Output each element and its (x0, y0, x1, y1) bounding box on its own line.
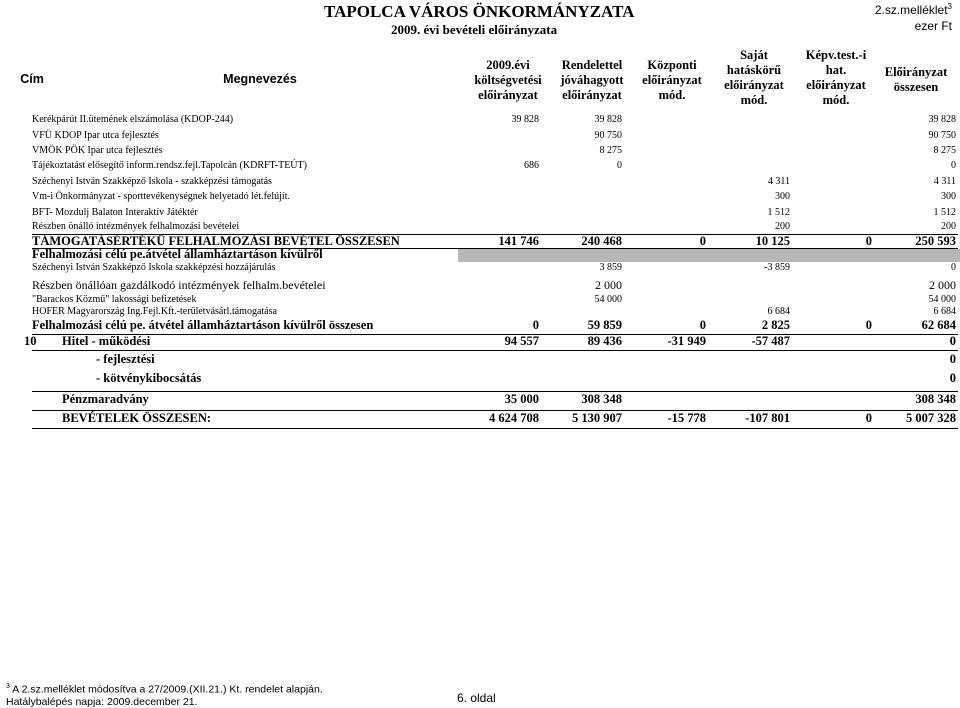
table-row (0, 278, 960, 294)
col-header-cim: Cím (20, 72, 44, 86)
table-row (0, 114, 960, 130)
col-c5-line3: előirányzat (806, 78, 866, 92)
row-label: Széchenyi István Szakképző Iskola szakképzési hozzájárulás (32, 262, 276, 273)
table-row (0, 176, 960, 192)
grand-c1: 4 624 708 (489, 411, 539, 425)
section2-title-row (0, 247, 960, 263)
hitel-code: 10 (24, 334, 37, 348)
penz-c2: 308 348 (581, 392, 622, 406)
table-row (0, 191, 960, 207)
grand-c3: -15 778 (667, 411, 706, 425)
row-value-c6: 200 (941, 221, 956, 232)
row-label: Részben önállóan gazdálkodó intézmények felhalm.bevételei (32, 278, 326, 292)
penz-c6: 308 348 (915, 392, 956, 406)
section2-title: Felhalmozási célú pe.átvétel államháztartáson kívülről (32, 247, 323, 261)
table-row (0, 262, 960, 278)
col-c3-line2: előirányzat (642, 73, 702, 87)
col-c1-line2: költségvetési (474, 73, 542, 87)
row-label: HOFER Magyarország Ing.Fejl.Kft.-területvásárl.támogatása (32, 306, 277, 317)
row-value-c4: 1 512 (767, 207, 790, 218)
hitel-c6: 0 (949, 334, 956, 348)
total2-row (0, 318, 960, 334)
row-value-c6: 0 (951, 160, 956, 171)
row-value-c6: 2 000 (929, 278, 956, 292)
col-c5-line1: Képv.test.-i (805, 48, 867, 62)
total1-c4: 10 125 (755, 234, 790, 248)
row-value-c4: 200 (775, 221, 790, 232)
row-label: VFÜ KDOP Ipar utca fejlesztés (32, 130, 159, 141)
total1-c1: 141 746 (498, 234, 539, 248)
row-value-c2: 3 859 (599, 262, 622, 273)
col-c4-line2: hatáskörű (726, 63, 782, 77)
col-c4-line1: Saját (740, 48, 768, 62)
page-number: 6. oldal (457, 691, 496, 705)
row-value-c4: -3 859 (764, 262, 790, 273)
total2-c1: 0 (532, 318, 539, 332)
col-c6-line1: Előirányzat (884, 65, 948, 79)
col-c4-line3: előirányzat (724, 78, 784, 92)
row-value-c6: 90 750 (928, 130, 956, 141)
footnote-sup: 3 (6, 683, 10, 690)
row-label: Vm-i Önkormányzat - sporttevékenységnek helyetadó lét.felújít. (32, 191, 290, 202)
row-value-c2: 90 750 (594, 130, 622, 141)
col-header-megnevezes: Megnevezés (223, 72, 297, 86)
total1-label: TÁMOGATÁSÉRTÉKŰ FELHALMOZÁSI BEVÉTEL ÖSSZESEN (32, 234, 400, 248)
footnote (6, 683, 323, 696)
row-label: Széchenyi István Szakképző Iskola - szakképzési támogatás (32, 176, 272, 187)
col-c1-line3: előirányzat (478, 88, 538, 102)
col-c1-line1: 2009.évi (486, 58, 530, 72)
col-header-c6 (868, 65, 960, 95)
table-row (0, 130, 960, 146)
grand-c5: 0 (865, 411, 872, 425)
total2-c6: 62 684 (921, 318, 956, 332)
kotveny-row (0, 371, 960, 387)
row-value-c2: 2 000 (595, 278, 622, 292)
col-c5-line4: mód. (822, 93, 850, 107)
grand-total-row (0, 411, 960, 427)
sheet-ref-sup: 3 (947, 2, 952, 11)
row-value-c2: 8 275 (599, 145, 622, 156)
row-value-c6: 1 512 (933, 207, 956, 218)
page-title: TAPOLCA VÁROS ÖNKORMÁNYZATA (324, 2, 635, 21)
hitel-c1: 94 557 (504, 334, 539, 348)
row-value-c6: 6 684 (933, 306, 956, 317)
table-row (0, 160, 960, 176)
row-value-c6: 4 311 (933, 176, 956, 187)
row-label: Részben önálló intézmények felhalmozási bevételei (32, 221, 240, 232)
penz-label: Pénzmaradvány (62, 392, 149, 406)
grand-c6: 5 007 328 (906, 411, 956, 425)
kotveny-c6: 0 (949, 371, 956, 385)
row-label: Kerékpárút II.ütemének elszámolása (KDOP-244) (32, 114, 234, 125)
row-value-c2: 0 (617, 160, 622, 171)
grand-c2: 5 130 907 (572, 411, 622, 425)
fejl-row (0, 352, 960, 368)
row-value-c6: 54 000 (928, 294, 956, 305)
penz-c1: 35 000 (504, 392, 539, 406)
row-value-c6: 0 (951, 262, 956, 273)
col-c3-line3: mód. (658, 88, 686, 102)
hitel-c3: -31 949 (667, 334, 706, 348)
row-value-c1: 39 828 (511, 114, 539, 125)
row-value-c6: 39 828 (928, 114, 956, 125)
col-c4-line4: mód. (740, 93, 768, 107)
hitel-row (0, 334, 960, 350)
total2-c5: 0 (865, 318, 872, 332)
col-c6-line2: összesen (893, 80, 939, 94)
unit-label: ezer Ft (914, 19, 952, 33)
row-value-c4: 4 311 (767, 176, 790, 187)
row-value-c1: 686 (524, 160, 539, 171)
grand-bottom-rule (32, 428, 958, 429)
kotveny-label: - kötvénykibocsátás (96, 371, 202, 385)
total2-c3: 0 (699, 318, 706, 332)
row-value-c6: 300 (941, 191, 956, 202)
page-subtitle: 2009. évi bevételi előirányzata (391, 22, 558, 37)
row-label: Tájékoztatást elősegítő inform.rendsz.fejl.Tapolcán (KDRFT-TEÚT) (32, 160, 307, 171)
effective-date: Hatálybalépés napja: 2009.december 21. (6, 696, 198, 708)
col-c2-line1: Rendelettel (561, 58, 623, 72)
total2-c2: 59 859 (587, 318, 622, 332)
total1-c3: 0 (699, 234, 706, 248)
total1-c5: 0 (865, 234, 872, 248)
total1-c2: 240 468 (581, 234, 622, 248)
row-value-c2: 39 828 (594, 114, 622, 125)
sheet-reference (875, 2, 952, 17)
grand-label: BEVÉTELEK ÖSSZESEN: (62, 411, 212, 425)
row-label: "Barackos Közmű" lakossági befizetések (32, 294, 197, 305)
hitel-label: Hitel - működési (62, 334, 151, 348)
col-c2-line3: előirányzat (562, 88, 622, 102)
hitel-c2: 89 436 (587, 334, 622, 348)
row-value-c4: 6 684 (767, 306, 790, 317)
hitel-bottom-rule (32, 350, 958, 351)
total2-c4: 2 825 (761, 318, 790, 332)
row-label: VMÖK PÖK Ipar utca fejlesztés (32, 145, 163, 156)
sheet-ref-text: 2.sz.melléklet (874, 3, 948, 17)
row-label: BFT- Mozdulj Balaton Interaktív Játéktér (32, 207, 198, 218)
table-row (0, 145, 960, 161)
footnote-text: A 2.sz.melléklet módosítva a 27/2009.(XII.21.) Kt. rendelet alapján. (9, 683, 323, 696)
total2-label: Felhalmozási célú pe. átvétel államháztartáson kívülről összesen (32, 318, 374, 332)
col-c2-line2: jóváhagyott (560, 73, 624, 87)
fejl-label: - fejlesztési (96, 352, 155, 366)
col-c5-line2: hat. (825, 63, 847, 77)
grand-c4: -107 801 (745, 411, 790, 425)
fejl-c6: 0 (949, 352, 956, 366)
row-value-c6: 8 275 (933, 145, 956, 156)
row-value-c2: 54 000 (594, 294, 622, 305)
row-value-c4: 300 (775, 191, 790, 202)
penz-row (0, 392, 960, 408)
col-c3-line1: Központi (647, 58, 697, 72)
hitel-c4: -57 487 (751, 334, 790, 348)
total1-c6: 250 593 (915, 234, 956, 248)
